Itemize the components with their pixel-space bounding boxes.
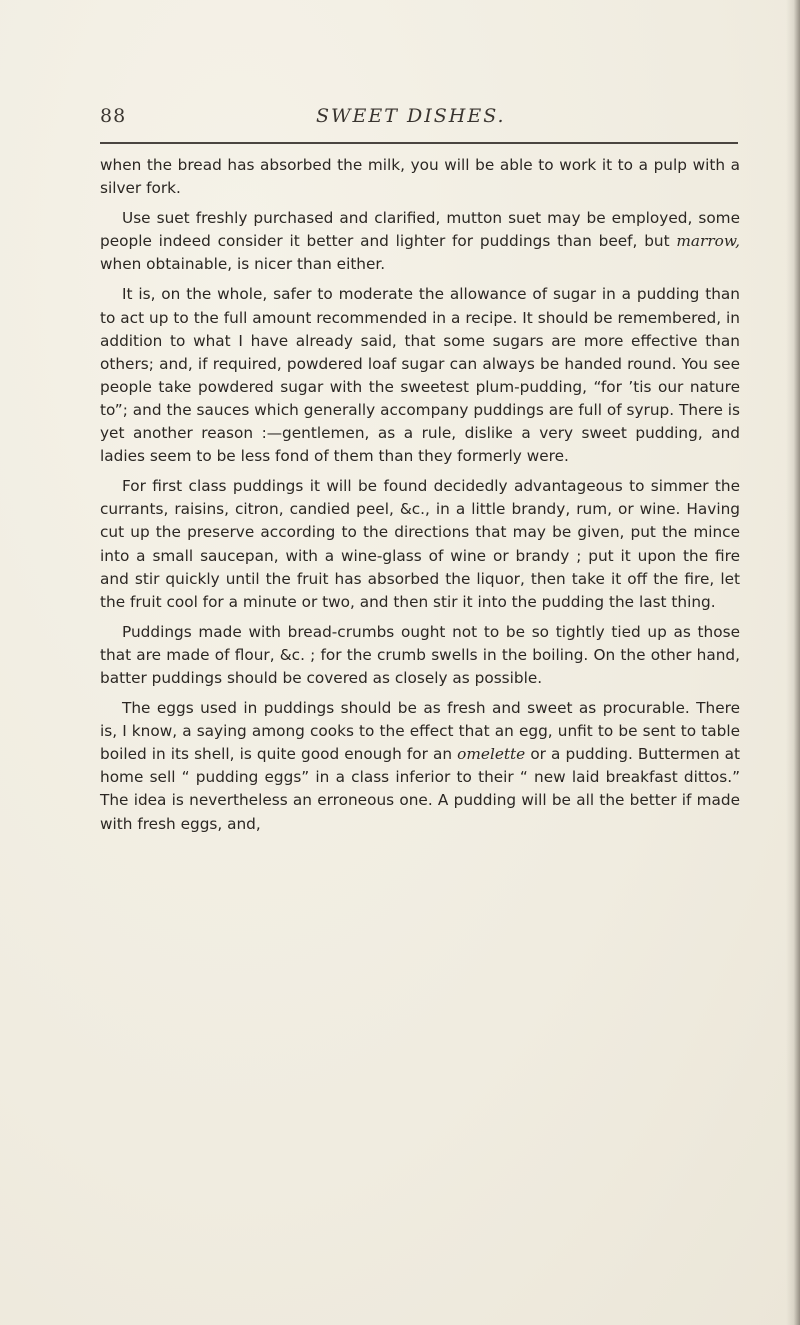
paragraph-2-text-before: Use suet freshly purchased and clarified, mutton suet may be employed, some people indeed consider it better and lighter for puddings than beef, but (100, 209, 740, 251)
paragraph-2 (100, 207, 740, 276)
running-title: SWEET DISHES. (316, 105, 506, 127)
paragraph-2-italic: marrow, (676, 232, 740, 251)
paragraph-6-text-before: The eggs used in puddings should be as fresh and sweet as procurable. There is, I know, a saying among cooks to the effect that an egg, unfit to be sent to table boiled in its shell, is quite good enough for an (100, 699, 740, 764)
header-rule (100, 142, 738, 144)
paragraph-4-text: For first class puddings it will be found decidedly advantageous to simmer the currants, raisins, citron, candied peel, &c., in a little brandy, rum, or wine. Having cut up the preserve according to the directions that may be given, put the mince into a small saucepan, with a wine-glass of wine or brandy ; put it upon the fire and stir quickly until the fruit has absorbed the liquor, then take it off the fire, let the fruit cool for a minute or two, and then stir it into the pudding the last thing. (100, 477, 740, 611)
paragraph-5 (100, 621, 740, 690)
paragraph-3-text: It is, on the whole, safer to moderate the allowance of sugar in a pudding than to act up to the full amount recommended in a recipe. It should be remembered, in addition to what I have already said, that some sugars are more effective than others; and, if required, powdered loaf sugar can always be handed round. You see people take powdered sugar with the sweetest plum-pudding, “for ’tis our nature to”; and the sauces which generally accompany puddings are full of syrup. There is yet another reason :—gentlemen, as a rule, dislike a very sweet pudding, and ladies seem to be less fond of them than they formerly were. (100, 285, 740, 466)
page-number: 88 (100, 105, 127, 127)
paragraph-5-text: Puddings made with bread-crumbs ought not to be so tightly tied up as those that are made of flour, &c. ; for the crumb swells in the boiling. On the other hand, batter puddings should be covered as closely as possible. (100, 622, 740, 687)
paragraph-1-text: when the bread has absorbed the milk, you will be able to work it to a pulp with a silver fork. (100, 156, 740, 198)
paragraph-2-text-after: when obtainable, is nicer than either. (100, 255, 386, 274)
body-text (100, 154, 740, 836)
paragraph-6-italic: omelette (457, 745, 526, 764)
paragraph-1 (100, 154, 740, 200)
paragraph-6-text-after: or a pudding. Buttermen at home sell “ pudding eggs” in a class inferior to their “ new laid breakfast dittos.” The idea is nevertheless an erroneous one. A pudding will be all the better if made with fresh eggs, and, (100, 745, 740, 833)
paragraph-4 (100, 475, 740, 614)
page-edge-shadow (786, 0, 800, 1325)
paragraph-6 (100, 697, 740, 836)
paragraph-3 (100, 283, 740, 468)
page-header (100, 105, 740, 135)
